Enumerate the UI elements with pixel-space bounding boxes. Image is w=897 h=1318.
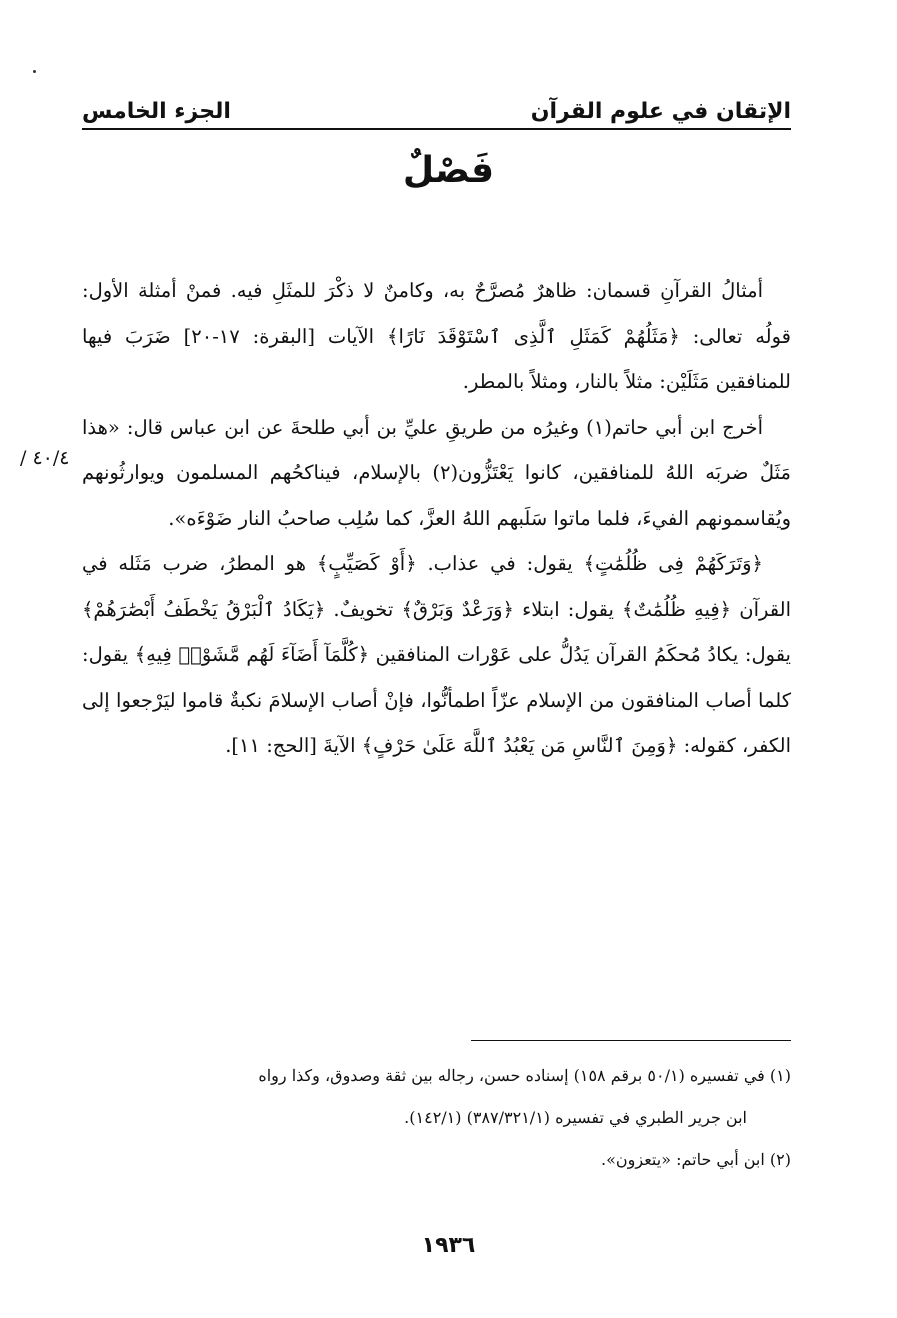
body-text	[82, 268, 791, 769]
paragraph-3: ﴿وَتَرَكَهُمْ فِى ظُلُمَٰتٍ﴾ يقول: في عذاب. ﴿أَوْ كَصَيِّبٍ﴾ هو المطرُ، ضرب مَثَله في القرآن ﴿فِيهِ ظُلُمَٰتٌ﴾ يقول: ابتلاء ﴿وَرَعْدٌ وَبَرْقٌ﴾ تخويفٌ. ﴿يَكَادُ ٱلْبَرْقُ يَخْطَفُ أَبْصَٰرَهُمْ﴾ يقول: يكادُ مُحكَمُ القرآن يَدُلُّ على عَوْرات المنافقين ﴿كُلَّمَآ أَضَآءَ لَهُم مَّشَوْا۟ فِيهِ﴾ يقول: كلما أصاب المنافقون من الإسلام عزّاً اطمأنُّوا، فإنْ أصاب الإسلامَ نكبةٌ قاموا ليَرْجعوا إلى الكفر، كقوله: ﴿وَمِنَ ٱلنَّاسِ مَن يَعْبُدُ ٱللَّهَ عَلَىٰ حَرْفٍ﴾ الآيةَ [الحج: ١١].	[82, 552, 791, 757]
paragraph-1: أمثالُ القرآنِ قسمان: ظاهرٌ مُصرَّحٌ به، وكامنٌ لا ذكْرَ للمثَلِ فيه. فمنْ أمثلة الأول: قولُه تعالى: ﴿مَثَلُهُمْ كَمَثَلِ ٱلَّذِى ٱسْتَوْقَدَ نَارًا﴾ الآيات [البقرة: ١٧-٢٠] ضَرَبَ فيها للمنافقين مَثَلَيْن: مثلاً بالنار، ومثلاً بالمطر.	[82, 279, 791, 393]
running-header	[82, 80, 791, 130]
footnote-1: (١) في تفسيره (٥٠/١ برقم ١٥٨) إسناده حسن، رجاله بين ثقة وصدوق، وكذا رواه	[258, 1066, 791, 1085]
book-title: الإتقان في علوم القرآن	[530, 99, 791, 124]
volume-label: الجزء الخامس	[82, 99, 231, 124]
paragraph-2: أخرج ابن أبي حاتم(١) وغيرُه من طريقِ عليِّ بن أبي طلحةَ عن ابن عباس قال: «هذا مَثَلٌ ضربَه اللهُ للمنافقين، كانوا يَعْتَزُّون(٢) بالإسلام، فيناكحُهم المسلمون ويوارثُونهم ويُقاسمونهم الفيءَ، فلما ماتوا سَلَبهم اللهُ العزَّ، كما سُلِب صاحبُ النار ضَوْءَه».	[82, 415, 792, 530]
footnotes	[82, 1055, 791, 1181]
margin-reference: ٤٠/٤ /	[20, 447, 70, 469]
scan-speck	[33, 70, 36, 73]
footnote-2: (٢) ابن أبي حاتم: «يتعزون».	[601, 1150, 791, 1169]
footnote-1-continuation: ابن جرير الطبري في تفسيره (٣٨٧/٣٢١/١) (١٤٢/١).	[404, 1108, 747, 1127]
page-number: ١٩٣٦	[421, 1233, 476, 1258]
section-title: فَصْلٌ	[402, 150, 495, 191]
footnote-divider	[471, 1040, 791, 1041]
